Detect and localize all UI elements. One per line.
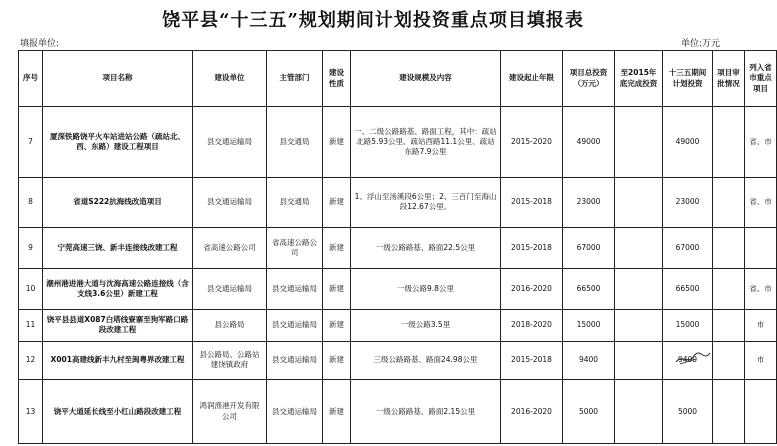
cell-approval xyxy=(713,227,745,268)
cell-period: 2015-2018 xyxy=(501,341,563,380)
cell-province: 市 xyxy=(745,309,777,341)
table-row xyxy=(19,177,777,227)
header-scale: 建设规模及内容 xyxy=(351,51,501,107)
cell-period: 2015-2020 xyxy=(501,107,563,178)
cell-name: 厦深铁路饶平火车站进站公路（疏站北、西、东路）建设工程项目 xyxy=(43,107,193,178)
cell-name: 饶平大道延长线至小红山路段改建工程 xyxy=(43,380,193,444)
cell-plan-value: 9400 xyxy=(677,355,698,365)
cell-approval xyxy=(713,177,745,227)
header-province: 列入省市重点项目 xyxy=(745,51,777,107)
cell-done xyxy=(615,107,663,178)
cell-province xyxy=(745,380,777,444)
cell-plan: 5000 xyxy=(663,380,713,444)
cell-seq: 11 xyxy=(19,309,43,341)
cell-total: 66500 xyxy=(563,268,615,309)
unit-label: 单位:万元 xyxy=(680,39,720,49)
table-row xyxy=(19,268,777,309)
cell-done xyxy=(615,227,663,268)
cell-dept: 县交通运输局 xyxy=(267,309,323,341)
cell-scale: 三级公路路基、路面24.98公里 xyxy=(351,341,501,380)
cell-seq: 9 xyxy=(19,227,43,268)
cell-unit: 鸿润渔港开发有限公司 xyxy=(193,380,267,444)
cell-total: 5000 xyxy=(563,380,615,444)
cell-done xyxy=(615,177,663,227)
cell-scale: 一级公路路基、路面2.15公里 xyxy=(351,380,501,444)
cell-dept: 省高速公路公司 xyxy=(267,227,323,268)
cell-period: 2015-2018 xyxy=(501,177,563,227)
table-row xyxy=(19,341,777,380)
header-done: 至2015年底完成投资 xyxy=(615,51,663,107)
header-seq: 序号 xyxy=(19,51,43,107)
cell-total: 15000 xyxy=(563,309,615,341)
cell-seq: 13 xyxy=(19,380,43,444)
cell-total: 49000 xyxy=(563,107,615,178)
header-plan: 十三五期间计划投资 xyxy=(663,51,713,107)
cell-done xyxy=(615,380,663,444)
cell-name: 省道S222抗海线改造项目 xyxy=(43,177,193,227)
cell-seq: 12 xyxy=(19,341,43,380)
table-row xyxy=(19,107,777,178)
cell-unit: 县交通运输局 xyxy=(193,107,267,178)
cell-done xyxy=(615,341,663,380)
cell-plan: 66500 xyxy=(663,268,713,309)
cell-period: 2018-2020 xyxy=(501,309,563,341)
cell-done xyxy=(615,309,663,341)
cell-approval xyxy=(713,341,745,380)
cell-total: 67000 xyxy=(563,227,615,268)
cell-period: 2016-2020 xyxy=(501,268,563,309)
cell-dept: 县交通局 xyxy=(267,177,323,227)
header-dept: 主管部门 xyxy=(267,51,323,107)
cell-approval xyxy=(713,268,745,309)
cell-plan: 23000 xyxy=(663,177,713,227)
cell-unit: 县交通运输局 xyxy=(193,177,267,227)
handwritten-mark xyxy=(678,355,697,365)
cell-nature: 新建 xyxy=(323,380,351,444)
table-row xyxy=(19,309,777,341)
table-row xyxy=(19,380,777,444)
cell-nature: 新建 xyxy=(323,341,351,380)
cell-scale: 1、浮山至汤溪段6公里；2、三百门至海山段12.67公里。 xyxy=(351,177,501,227)
cell-seq: 8 xyxy=(19,177,43,227)
cell-province xyxy=(745,227,777,268)
cell-unit: 县交通运输局 xyxy=(193,268,267,309)
cell-period: 2015-2018 xyxy=(501,227,563,268)
page-title: 饶平县“十三五”规划期间计划投资重点项目填报表 xyxy=(162,10,584,31)
cell-seq: 10 xyxy=(19,268,43,309)
pen-scribble-icon xyxy=(674,350,714,368)
cell-nature: 新建 xyxy=(323,107,351,178)
cell-name: 宁莞高速三饶、新丰连接线改建工程 xyxy=(43,227,193,268)
header-total: 项目总投资（万元） xyxy=(563,51,615,107)
cell-nature: 新建 xyxy=(323,268,351,309)
fill-unit-label: 填报单位: xyxy=(20,39,60,49)
cell-dept: 县交通运输局 xyxy=(267,380,323,444)
cell-province: 省、市 xyxy=(745,177,777,227)
cell-done xyxy=(615,268,663,309)
cell-scale: 一级公路3.5里 xyxy=(351,309,501,341)
cell-scale: 一级公路路基、路面22.5公里 xyxy=(351,227,501,268)
header-nature: 建设性质 xyxy=(323,51,351,107)
cell-dept: 县交通局 xyxy=(267,107,323,178)
cell-unit: 县公路局、公路站建饶镇政府 xyxy=(193,341,267,380)
cell-province: 省、市 xyxy=(745,268,777,309)
cell-unit: 县公路局 xyxy=(193,309,267,341)
cell-scale: 一级公路9.8公里 xyxy=(351,268,501,309)
cell-dept: 县交通运输局 xyxy=(267,268,323,309)
cell-nature: 新建 xyxy=(323,227,351,268)
header-approval: 项目审批情况 xyxy=(713,51,745,107)
header-name: 项目名称 xyxy=(43,51,193,107)
cell-plan: 15000 xyxy=(663,309,713,341)
cell-scale: 一、二级公路路基、路面工程，其中：疏站北路5.93公里、疏站西路11.1公里、疏站东路7.9公里 xyxy=(351,107,501,178)
header-period: 建设起止年限 xyxy=(501,51,563,107)
cell-unit: 省高速公路公司 xyxy=(193,227,267,268)
cell-name: 饶平县县道X087白塔线寮寨至狗军路口路段改建工程 xyxy=(43,309,193,341)
cell-name: X001高建线新丰九村至闽粤界改建工程 xyxy=(43,341,193,380)
header-unit: 建设单位 xyxy=(193,51,267,107)
cell-total: 9400 xyxy=(563,341,615,380)
projects-table xyxy=(18,50,777,444)
cell-plan: 67000 xyxy=(663,227,713,268)
header-row xyxy=(19,51,777,107)
cell-period: 2016-2020 xyxy=(501,380,563,444)
table-row xyxy=(19,227,777,268)
cell-approval xyxy=(713,107,745,178)
cell-name: 潮州港进港大道与沈海高速公路连接线（含支线3.6公里）新建工程 xyxy=(43,268,193,309)
cell-plan xyxy=(663,341,713,380)
cell-plan: 49000 xyxy=(663,107,713,178)
cell-nature: 新建 xyxy=(323,177,351,227)
cell-total: 23000 xyxy=(563,177,615,227)
cell-nature: 新建 xyxy=(323,309,351,341)
cell-approval xyxy=(713,380,745,444)
cell-dept: 县交通运输局 xyxy=(267,341,323,380)
cell-approval xyxy=(713,309,745,341)
cell-province: 省、市 xyxy=(745,107,777,178)
cell-seq: 7 xyxy=(19,107,43,178)
cell-province: 市 xyxy=(745,341,777,380)
